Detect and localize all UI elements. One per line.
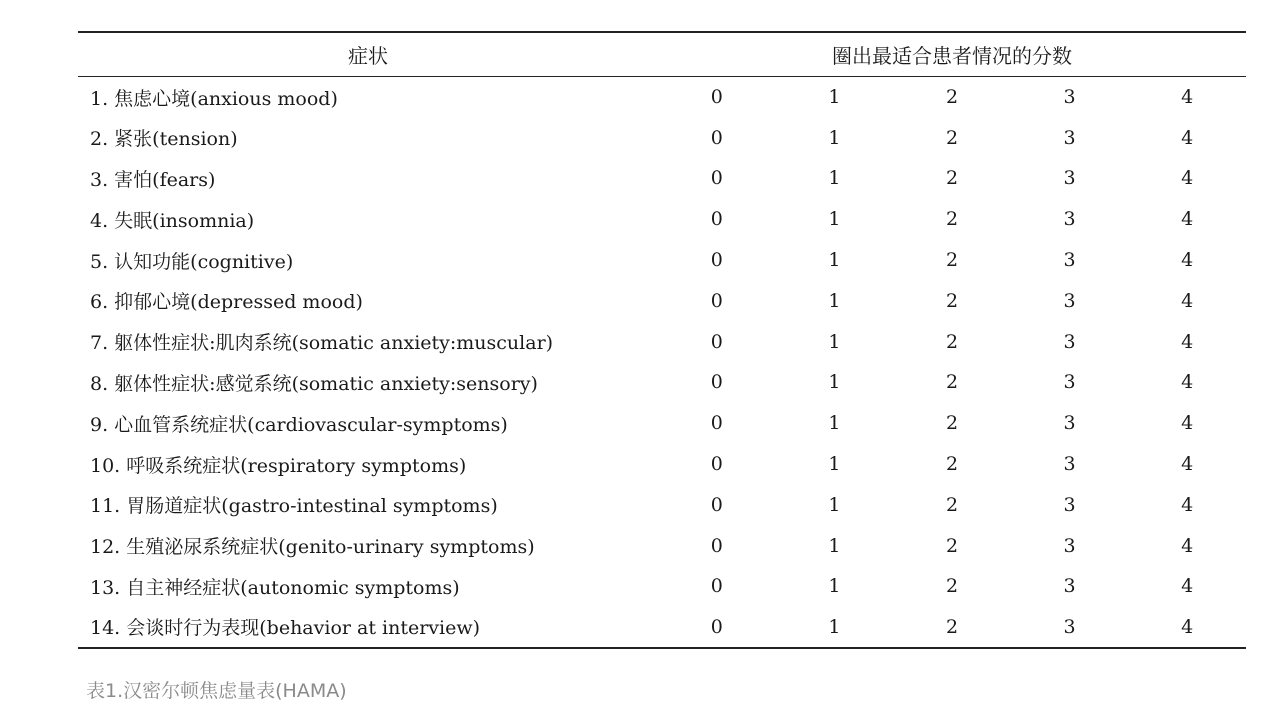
table-row [78,362,1246,403]
table-caption: 表1.汉密尔顿焦虑量表(HAMA) [86,680,347,702]
score-option-3[interactable]: 3 [1063,575,1076,598]
table-row [78,158,1246,199]
score-option-2[interactable]: 2 [945,493,959,516]
header-symptom: 症状 [78,32,658,77]
score-option-0[interactable]: 0 [658,607,776,648]
score-option-3[interactable]: 3 [1063,289,1076,312]
score-option-1[interactable]: 1 [828,167,841,190]
score-option-0[interactable]: 0 [710,453,723,476]
score-option-1[interactable]: 1 [828,126,841,149]
table-row [78,566,1246,607]
table-row [78,199,1246,240]
score-option-4[interactable]: 4 [1181,453,1194,476]
score-option-3[interactable]: 3 [1063,208,1076,231]
score-option-0[interactable]: 0 [710,330,723,353]
score-option-0[interactable]: 0 [710,371,723,394]
table-header [78,32,1246,77]
table-row [78,117,1246,158]
table-row [78,484,1246,525]
score-option-1[interactable]: 1 [828,208,841,231]
score-option-4[interactable]: 4 [1181,167,1194,190]
score-option-1[interactable]: 1 [776,607,894,648]
score-option-3[interactable]: 3 [1063,453,1076,476]
score-option-1[interactable]: 1 [828,249,841,272]
symptom-label: 10. 呼吸系统症状(respiratory symptoms) [90,454,467,477]
score-option-3[interactable]: 3 [1063,249,1076,272]
score-option-1[interactable]: 1 [828,371,841,394]
symptom-label: 7. 躯体性症状:肌肉系统(somatic anxiety:muscular) [90,332,554,355]
score-option-0[interactable]: 0 [710,412,723,435]
score-option-4[interactable]: 4 [1181,493,1194,516]
score-option-4[interactable]: 4 [1181,126,1194,149]
symptom-label: 14. 会谈时行为表现(behavior at interview) [78,607,658,648]
table-row [78,525,1246,566]
hama-table-container [78,31,1246,649]
table-row [78,240,1246,281]
score-option-2[interactable]: 2 [945,126,959,149]
score-option-2[interactable]: 2 [945,208,959,231]
score-option-2[interactable]: 2 [945,412,959,435]
score-option-0[interactable]: 0 [710,208,723,231]
score-option-0[interactable]: 0 [710,167,723,190]
symptom-label: 13. 自主神经症状(autonomic symptoms) [90,576,460,599]
score-option-3[interactable]: 3 [1063,534,1076,557]
score-option-3[interactable]: 3 [1063,330,1076,353]
score-option-1[interactable]: 1 [828,412,841,435]
score-option-0[interactable]: 0 [710,86,723,109]
score-option-2[interactable]: 2 [945,534,959,557]
table-row [78,321,1246,362]
symptom-label: 5. 认知功能(cognitive) [90,250,294,273]
score-option-2[interactable]: 2 [945,453,959,476]
score-option-3[interactable]: 3 [1063,167,1076,190]
score-option-1[interactable]: 1 [828,453,841,476]
score-option-3[interactable]: 3 [1011,607,1129,648]
score-option-0[interactable]: 0 [710,534,723,557]
score-option-4[interactable]: 4 [1181,575,1194,598]
score-option-1[interactable]: 1 [828,493,841,516]
score-option-0[interactable]: 0 [710,575,723,598]
score-option-1[interactable]: 1 [828,86,841,109]
symptom-label: 4. 失眠(insomnia) [90,209,255,232]
score-option-4[interactable]: 4 [1181,412,1194,435]
score-option-2[interactable]: 2 [945,289,959,312]
symptom-label: 9. 心血管系统症状(cardiovascular-symptoms) [90,413,508,436]
score-option-2[interactable]: 2 [893,607,1011,648]
score-option-4[interactable]: 4 [1181,208,1194,231]
score-option-4[interactable]: 4 [1181,249,1194,272]
symptom-label: 12. 生殖泌尿系统症状(genito-urinary symptoms) [90,536,535,559]
table-body [78,77,1246,648]
symptom-label: 1. 焦虑心境(anxious mood) [90,87,338,110]
score-option-1[interactable]: 1 [828,330,841,353]
header-row [78,32,1246,77]
score-option-4[interactable]: 4 [1181,86,1194,109]
score-option-4[interactable]: 4 [1181,289,1194,312]
score-option-2[interactable]: 2 [945,330,959,353]
symptom-label: 11. 胃肠道症状(gastro-intestinal symptoms) [90,495,498,518]
header-score: 圈出最适合患者情况的分数 [658,32,1246,77]
score-option-0[interactable]: 0 [710,249,723,272]
score-option-1[interactable]: 1 [828,289,841,312]
score-option-4[interactable]: 4 [1181,371,1194,394]
score-option-4[interactable]: 4 [1128,607,1246,648]
score-option-0[interactable]: 0 [710,126,723,149]
table-row [78,444,1246,485]
score-option-3[interactable]: 3 [1063,86,1076,109]
score-option-3[interactable]: 3 [1063,412,1076,435]
score-option-3[interactable]: 3 [1063,493,1076,516]
score-option-1[interactable]: 1 [828,575,841,598]
symptom-label: 2. 紧张(tension) [90,128,238,151]
symptom-label: 8. 躯体性症状:感觉系统(somatic anxiety:sensory) [90,372,538,395]
score-option-4[interactable]: 4 [1181,330,1194,353]
score-option-3[interactable]: 3 [1063,126,1076,149]
score-option-4[interactable]: 4 [1181,534,1194,557]
table-row [78,607,1246,648]
score-option-1[interactable]: 1 [828,534,841,557]
score-option-0[interactable]: 0 [710,289,723,312]
score-option-2[interactable]: 2 [945,371,959,394]
score-option-3[interactable]: 3 [1063,371,1076,394]
table-row [78,403,1246,444]
table-row [78,77,1246,118]
table-row [78,280,1246,321]
score-option-2[interactable]: 2 [945,575,959,598]
score-option-2[interactable]: 2 [945,167,959,190]
symptom-label: 6. 抑郁心境(depressed mood) [90,291,363,314]
symptom-label: 3. 害怕(fears) [90,168,216,191]
score-option-2[interactable]: 2 [945,86,959,109]
score-option-0[interactable]: 0 [710,493,723,516]
score-option-2[interactable]: 2 [945,249,959,272]
hama-table [78,31,1246,649]
